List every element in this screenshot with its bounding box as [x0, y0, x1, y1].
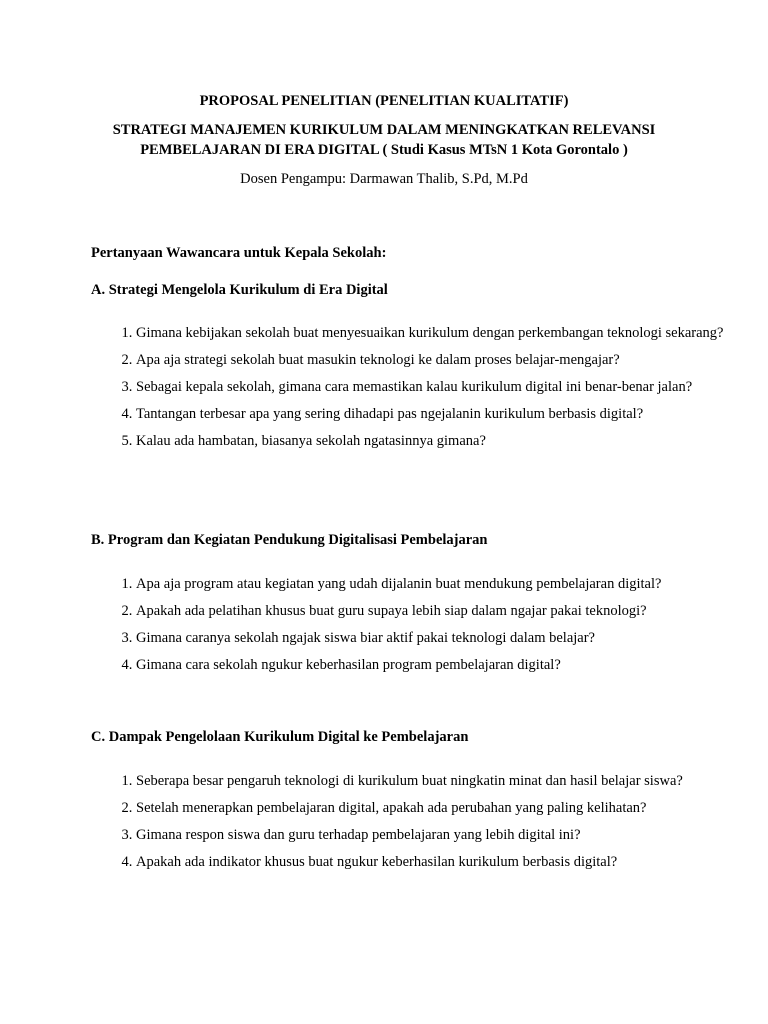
- list-item: 1. Seberapa besar pengaruh teknologi di kurikulum buat ningkatin minat dan hasil belajar siswa?: [136, 768, 736, 795]
- document-subtitle-line-1: STRATEGI MANAJEMEN KURIKULUM DALAM MENINGKATKAN RELEVANSI: [112, 122, 656, 138]
- section-a-list: [91, 320, 736, 455]
- list-item: 3. Gimana caranya sekolah ngajak siswa biar aktif pakai teknologi dalam belajar?: [136, 625, 736, 652]
- list-item: 2. Setelah menerapkan pembelajaran digital, apakah ada perubahan yang paling kelihatan?: [136, 795, 736, 822]
- lecturer-line: Dosen Pengampu: Darmawan Thalib, S.Pd, M.Pd: [240, 171, 528, 187]
- section-b-list: [91, 571, 736, 679]
- list-item: 1. Apa aja program atau kegiatan yang udah dijalanin buat mendukung pembelajaran digital?: [136, 571, 736, 598]
- list-item: 1. Gimana kebijakan sekolah buat menyesuaikan kurikulum dengan perkembangan teknologi sekarang?: [136, 320, 736, 347]
- section-c-heading: C. Dampak Pengelolaan Kurikulum Digital ke Pembelajaran: [91, 729, 469, 745]
- document-subtitle-line-2: PEMBELAJARAN DI ERA DIGITAL ( Studi Kasus MTsN 1 Kota Gorontalo ): [140, 142, 628, 158]
- list-item: 5. Kalau ada hambatan, biasanya sekolah ngatasinnya gimana?: [136, 428, 736, 455]
- section-c-list: [91, 768, 736, 876]
- list-item: 4. Apakah ada indikator khusus buat ngukur keberhasilan kurikulum berbasis digital?: [136, 849, 736, 876]
- list-item: 3. Sebagai kepala sekolah, gimana cara memastikan kalau kurikulum digital ini benar-benar jalan?: [136, 374, 736, 401]
- list-item: 4. Tantangan terbesar apa yang sering dihadapi pas ngejalanin kurikulum berbasis digital?: [136, 401, 736, 428]
- list-item: 2. Apakah ada pelatihan khusus buat guru supaya lebih siap dalam ngajar pakai teknologi?: [136, 598, 736, 625]
- interview-heading: Pertanyaan Wawancara untuk Kepala Sekolah:: [91, 245, 387, 261]
- list-item: 2. Apa aja strategi sekolah buat masukin teknologi ke dalam proses belajar-mengajar?: [136, 347, 736, 374]
- list-item: 3. Gimana respon siswa dan guru terhadap pembelajaran yang lebih digital ini?: [136, 822, 736, 849]
- list-item: 4. Gimana cara sekolah ngukur keberhasilan program pembelajaran digital?: [136, 652, 736, 679]
- section-a-heading: A. Strategi Mengelola Kurikulum di Era Digital: [91, 282, 388, 298]
- section-b-heading: B. Program dan Kegiatan Pendukung Digitalisasi Pembelajaran: [91, 532, 488, 548]
- document-title: PROPOSAL PENELITIAN (PENELITIAN KUALITATIF): [199, 93, 569, 109]
